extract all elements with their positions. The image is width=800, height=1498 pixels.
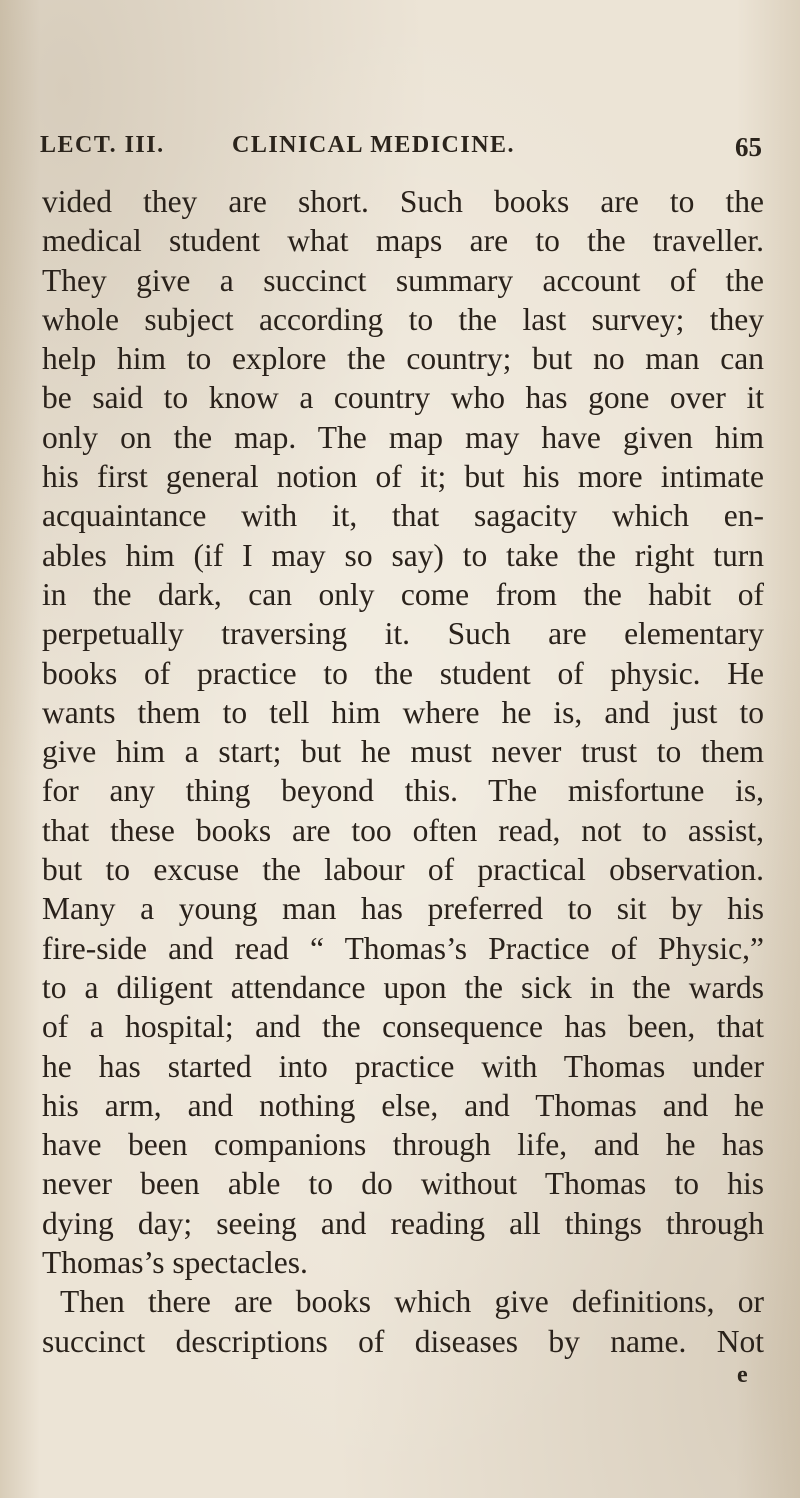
text-line: he has started into practice with Thomas under <box>42 1048 764 1084</box>
text-line: dying day; seeing and reading all things through <box>42 1205 764 1241</box>
text-line: to a diligent attendance upon the sick in the wards <box>42 969 764 1005</box>
paragraph-end-line: Thomas’s spectacles. <box>42 1245 308 1281</box>
running-head <box>40 132 762 172</box>
running-title: CLINICAL MEDICINE. <box>232 132 516 158</box>
text-line: ables him (if I may so say) to take the right turn <box>42 537 764 573</box>
text-line: books of practice to the student of physic. He <box>42 655 764 691</box>
text-line: wants them to tell him where he is, and just to <box>42 694 764 730</box>
text-line: but to excuse the labour of practical observation. <box>42 852 764 888</box>
text-line: acquaintance with it, that sagacity which en- <box>42 498 764 534</box>
text-line: his arm, and nothing else, and Thomas and he <box>42 1087 764 1123</box>
text-line: fire-side and read “ Thomas’s Practice of Physic,” <box>42 930 764 966</box>
text-line: be said to know a country who has gone over it <box>42 380 764 416</box>
text-line: Many a young man has preferred to sit by his <box>42 891 764 927</box>
text-line: perpetually traversing it. Such are elementary <box>42 616 764 652</box>
text-line: vided they are short. Such books are to the <box>42 184 764 219</box>
text-line: They give a succinct summary account of the <box>42 262 764 298</box>
body-text <box>42 182 764 1361</box>
text-line: for any thing beyond this. The misfortune is, <box>42 773 764 809</box>
text-line: of a hospital; and the consequence has been, that <box>42 1009 764 1045</box>
text-line: his first general notion of it; but his more intimate <box>42 459 764 495</box>
text-line: in the dark, can only come from the habit of <box>42 576 764 612</box>
paragraph-start-line: Then there are books which give definitions, or <box>60 1284 764 1320</box>
text-line: that these books are too often read, not to assist, <box>42 812 764 848</box>
text-line: whole subject according to the last survey; they <box>42 301 764 337</box>
signature-mark: e <box>737 1362 748 1388</box>
text-line: medical student what maps are to the traveller. <box>42 223 764 259</box>
text-line: never been able to do without Thomas to his <box>42 1166 764 1202</box>
text-line: have been companions through life, and he has <box>42 1127 764 1163</box>
page-number: 65 <box>735 132 762 162</box>
text-line: only on the map. The map may have given him <box>42 419 764 455</box>
text-line: give him a start; but he must never trust to them <box>42 734 764 770</box>
text-line: succinct descriptions of diseases by name. Not <box>42 1323 764 1359</box>
lecture-label: LECT. III. <box>40 132 165 158</box>
text-line: help him to explore the country; but no man can <box>42 341 764 377</box>
